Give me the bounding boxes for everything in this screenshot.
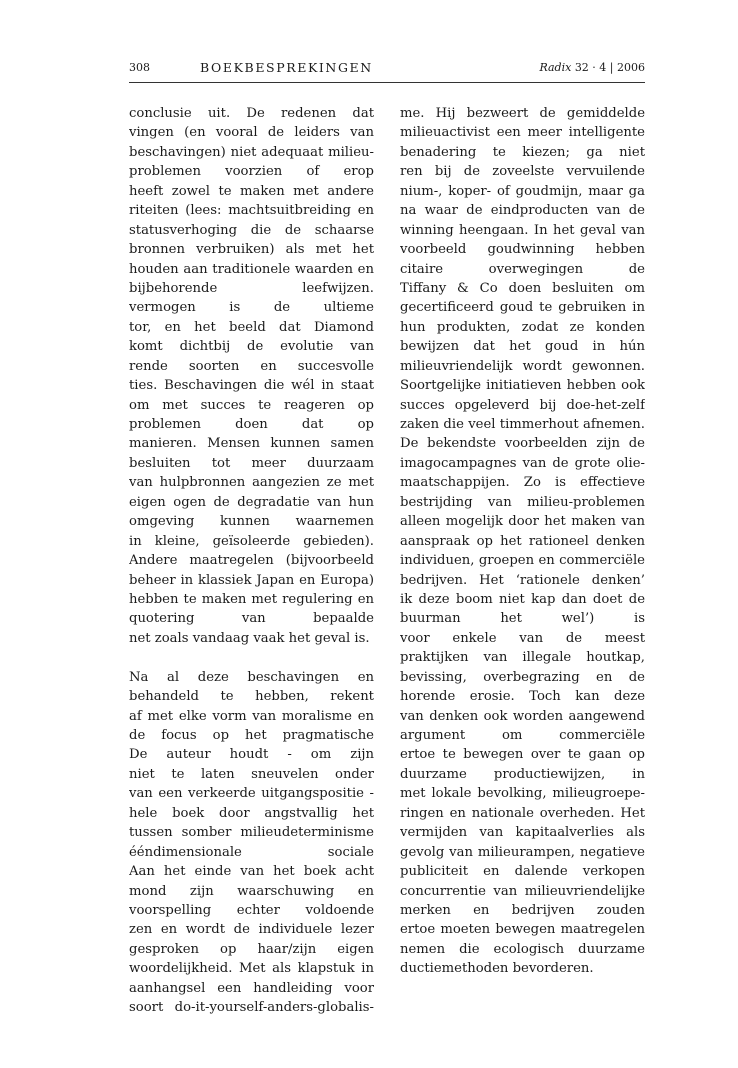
text-line: ertoe te bewegen over te gaan op xyxy=(400,747,645,763)
text-line: vermogen is de ultieme xyxy=(129,300,374,316)
text-line: nemen die ecologisch duurzame xyxy=(400,941,645,957)
text-line: ductiemethoden bevorderen. xyxy=(400,961,594,977)
text-line: publiciteit en dalende verkopen xyxy=(400,864,645,880)
text-line: heeft zowel te maken met andere xyxy=(129,183,374,199)
text-line: argument om commerciële xyxy=(400,728,645,743)
text-line: de focus op het pragmatische xyxy=(129,728,374,743)
text-line: aanhangsel een handleiding voor xyxy=(129,980,374,996)
text-line: horende erosie. Toch kan deze xyxy=(400,689,645,705)
text-line: succes opgeleverd bij doe-het-zelf xyxy=(400,397,645,413)
text-line: riteiten (lees: machtsuitbreiding en xyxy=(129,203,374,219)
text-line: hele boek door angstvallig het xyxy=(129,805,374,821)
text-line: besluiten tot meer duurzaam xyxy=(129,455,374,471)
text-line: soort do-it-yourself-anders-globalis- xyxy=(129,1000,374,1016)
text-line: De auteur houdt - om zijn xyxy=(129,747,374,763)
text-line: gecertificeerd goud te gebruiken in xyxy=(400,300,645,316)
text-line: imagocampagnes van de grote olie- xyxy=(400,455,645,471)
text-line: Soortgelijke initiatieven hebben ook xyxy=(400,378,645,394)
running-header xyxy=(129,60,645,83)
section-title: BOEKBESPREKINGEN xyxy=(200,60,373,75)
text-line: tor, en het beeld dat Diamond xyxy=(129,319,374,335)
text-line: quotering van bepaalde xyxy=(129,611,374,627)
text-line: eigen ogen de degradatie van hun xyxy=(129,494,374,510)
text-line: bewijzen dat het goud in hún xyxy=(400,339,645,355)
text-line: af met elke vorm van moralisme en xyxy=(129,708,374,724)
text-line: voorspelling echter voldoende xyxy=(129,902,374,918)
text-line: aanspraak op het rationeel denken xyxy=(400,533,645,549)
text-line: net zoals vandaag vaak het geval is. xyxy=(129,630,370,646)
paragraph xyxy=(129,104,374,648)
text-line: van denken ook worden aangewend xyxy=(400,708,645,724)
text-line: bestrijding van milieu-problemen xyxy=(400,494,645,510)
text-line: woordelijkheid. Met als klapstuk in xyxy=(129,961,374,977)
page-number: 308 xyxy=(129,61,150,74)
text-line: beheer in klassiek Japan en Europa) xyxy=(129,572,374,588)
text-line: bedrijven. Het ‘rationele denken’ xyxy=(400,572,645,588)
text-line: mond zijn waarschuwing en xyxy=(129,883,374,899)
text-line: niet te laten sneuvelen onder xyxy=(129,766,374,782)
text-line: Tiffany & Co doen besluiten om xyxy=(400,280,645,296)
text-line: in kleine, geïsoleerde gebieden). xyxy=(129,533,374,549)
text-line: ringen en nationale overheden. Het xyxy=(400,805,645,821)
text-line: me. Hij bezweert de gemiddelde xyxy=(400,106,645,121)
text-line: manieren. Mensen kunnen samen xyxy=(129,436,374,452)
text-line: van een verkeerde uitgangspositie - xyxy=(129,786,374,802)
text-line: houden aan traditionele waarden en xyxy=(129,261,374,277)
text-line: ik deze boom niet kap dan doet de xyxy=(400,591,645,607)
text-line: ééndimensionale sociale xyxy=(129,844,374,860)
text-line: rende soorten en succesvolle xyxy=(129,358,374,374)
text-line: Na al deze beschavingen en xyxy=(129,669,374,685)
text-line: duurzame productiewijzen, in xyxy=(400,766,645,782)
text-line: alleen mogelijk door het maken van xyxy=(400,514,645,530)
text-line: van hulpbronnen aangezien ze met xyxy=(129,475,374,491)
right-column xyxy=(400,104,645,979)
text-line: tussen somber milieudeterminisme xyxy=(129,825,374,841)
text-line: conclusie uit. De redenen dat xyxy=(129,106,374,121)
text-line: Aan het einde van het boek acht xyxy=(129,864,374,880)
text-line: voorbeeld goudwinning hebben xyxy=(400,242,645,258)
text-line: maatschappijen. Zo is effectieve xyxy=(400,475,645,491)
text-line: winning heengaan. In het geval van xyxy=(400,222,645,238)
text-line: hebben te maken met regulering en xyxy=(129,591,374,607)
paragraph xyxy=(400,104,645,979)
text-line: benadering te kiezen; ga niet xyxy=(400,144,645,160)
text-line: Andere maatregelen (bijvoorbeeld xyxy=(129,553,374,569)
text-line: voor enkele van de meest xyxy=(400,630,645,646)
text-line: citaire overwegingen de xyxy=(400,261,645,277)
journal-name: Radix xyxy=(539,61,572,74)
journal-issue: 32 · 4 | 2006 xyxy=(574,61,645,74)
text-line: praktijken van illegale houtkap, xyxy=(400,650,645,666)
text-line: milieuvriendelijk wordt gewonnen. xyxy=(400,358,645,374)
text-line: vingen (en vooral de leiders van xyxy=(129,125,374,141)
paragraph xyxy=(129,668,374,1018)
text-line: met lokale bevolking, milieugroepe- xyxy=(400,786,645,802)
text-line: nium-, koper- of goudmijn, maar ga xyxy=(400,183,645,199)
text-line: statusverhoging die de schaarse xyxy=(129,222,374,238)
text-line: zen en wordt de individuele lezer xyxy=(129,922,374,938)
text-line: om met succes te reageren op xyxy=(129,397,374,413)
text-line: bronnen verbruiken) als met het xyxy=(129,242,374,258)
left-column xyxy=(129,104,374,1018)
text-line: merken en bedrijven zouden xyxy=(400,902,645,918)
text-line: ties. Beschavingen die wél in staat xyxy=(129,378,374,394)
text-line: milieuactivist een meer intelligente xyxy=(400,125,645,141)
text-line: buurman het wel’) is xyxy=(400,611,645,627)
text-line: problemen voorzien of erop xyxy=(129,164,374,180)
text-line: bijbehorende leefwijzen. xyxy=(129,280,374,296)
text-line: concurrentie van milieuvriendelijke xyxy=(400,883,645,899)
text-line: problemen doen dat op xyxy=(129,417,374,432)
text-line: De bekendste voorbeelden zijn de xyxy=(400,436,645,452)
text-line: komt dichtbij de evolutie van xyxy=(129,339,374,355)
text-line: gevolg van milieurampen, negatieve xyxy=(400,844,645,860)
text-line: ren bij de zoveelste vervuilende xyxy=(400,164,645,180)
text-line: ertoe moeten bewegen maatregelen xyxy=(400,922,645,938)
text-line: hun produkten, zodat ze konden xyxy=(400,319,645,335)
text-line: vermijden van kapitaalverlies als xyxy=(400,825,645,841)
text-line: na waar de eindproducten van de xyxy=(400,203,645,219)
text-line: beschavingen) niet adequaat milieu- xyxy=(129,144,374,160)
text-line: omgeving kunnen waarnemen xyxy=(129,514,374,530)
text-line: zaken die veel timmerhout afnemen. xyxy=(400,417,645,432)
text-line: bevissing, overbegrazing en de xyxy=(400,669,645,685)
text-line: individuen, groepen en commerciële xyxy=(400,553,645,569)
journal-reference xyxy=(539,61,645,74)
paragraph-gap xyxy=(129,648,374,667)
text-line: behandeld te hebben, rekent xyxy=(129,689,374,705)
text-line: gesproken op haar/zijn eigen xyxy=(129,941,374,957)
